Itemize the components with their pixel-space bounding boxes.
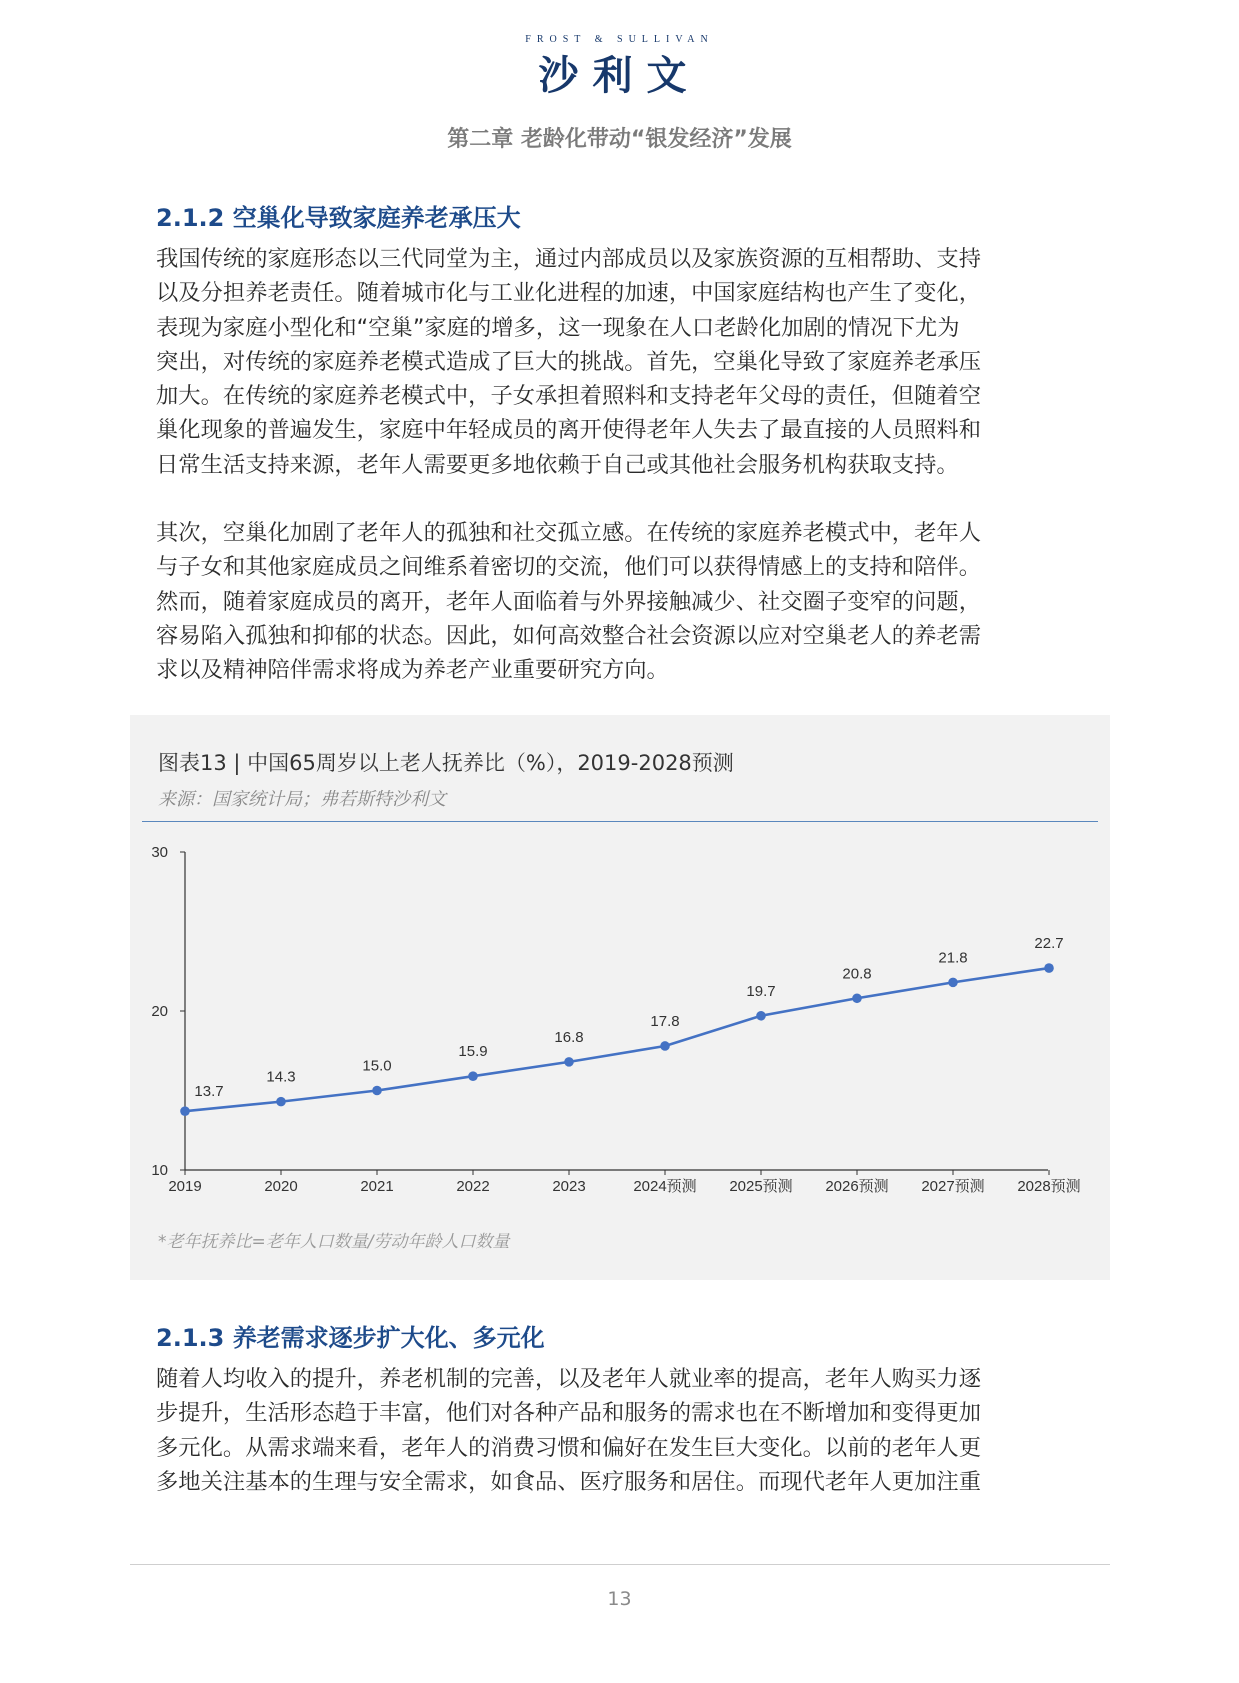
logo-english: FROST & SULLIVAN [525, 34, 714, 45]
data-point [564, 1057, 574, 1067]
x-tick-label: 2022 [456, 1178, 490, 1195]
data-label: 16.8 [554, 1028, 584, 1046]
figure-source: 来源：国家统计局；弗若斯特沙利文 [158, 789, 446, 810]
text-line: 步提升，生活形态趋于丰富，他们对各种产品和服务的需求也在不断增加和变得更加 [156, 1400, 981, 1427]
paragraph-3 [156, 1362, 1086, 1499]
y-tick-label: 30 [151, 844, 168, 861]
x-tick-label: 2020 [264, 1178, 298, 1195]
series-line [185, 968, 1049, 1111]
data-point [1044, 963, 1054, 973]
data-label: 15.9 [458, 1043, 488, 1061]
data-point [756, 1011, 766, 1021]
x-tick-label: 2026预测 [825, 1178, 889, 1195]
data-label: 13.7 [194, 1083, 224, 1101]
section-heading-2-1-3: 2.1.3 养老需求逐步扩大化、多元化 [156, 1324, 545, 1352]
text-line: 求以及精神陪伴需求将成为养老产业重要研究方向。 [156, 657, 669, 684]
figure-panel [130, 715, 1110, 1280]
data-point [276, 1097, 286, 1107]
data-label: 17.8 [650, 1012, 680, 1030]
page-number: 13 [607, 1588, 632, 1610]
figure-note: *老年抚养比=老年人口数量/劳动年龄人口数量 [158, 1232, 510, 1252]
text-line: 巢化现象的普遍发生，家庭中年轻成员的离开使得老年人失去了最直接的人员照料和 [156, 417, 981, 444]
text-line: 表现为家庭小型化和“空巢”家庭的增多，这一现象在人口老龄化加剧的情况下尤为 [156, 314, 960, 341]
text-line: 其次，空巢化加剧了老年人的孤独和社交孤立感。在传统的家庭养老模式中，老年人 [156, 520, 981, 546]
text-line: 与子女和其他家庭成员之间维系着密切的交流，他们可以获得情感上的支持和陪伴。 [156, 554, 981, 581]
text-line: 日常生活支持来源，老年人需要更多地依赖于自己或其他社会服务机构获取支持。 [156, 451, 959, 478]
text-line: 多地关注基本的生理与安全需求，如食品、医疗服务和居住。而现代老年人更加注重 [156, 1468, 981, 1495]
data-point [660, 1041, 670, 1051]
text-line: 然而，随着家庭成员的离开，老年人面临着与外界接触减少、社交圈子变窄的问题， [156, 588, 981, 615]
data-point [468, 1071, 478, 1081]
section-heading-2-1-2: 2.1.2 空巢化导致家庭养老承压大 [156, 204, 521, 232]
text-line: 多元化。从需求端来看，老年人的消费习惯和偏好在发生巨大变化。以前的老年人更 [156, 1434, 981, 1461]
text-line: 以及分担养老责任。随着城市化与工业化进程的加速，中国家庭结构也产生了变化， [156, 280, 981, 307]
text-line: 加大。在传统的家庭养老模式中，子女承担着照料和支持老年父母的责任，但随着空 [156, 383, 981, 410]
text-line: 我国传统的家庭形态以三代同堂为主，通过内部成员以及家族资源的互相帮助、支持 [156, 246, 981, 272]
x-tick-label: 2019 [168, 1178, 202, 1195]
line-chart [130, 715, 1110, 1280]
data-label: 15.0 [362, 1057, 392, 1075]
data-point [372, 1086, 382, 1096]
x-tick-label: 2028预测 [1017, 1178, 1081, 1195]
x-tick-label: 2027预测 [921, 1178, 985, 1195]
y-tick-label: 10 [151, 1162, 168, 1179]
data-label: 20.8 [842, 965, 872, 983]
x-tick-label: 2021 [360, 1178, 394, 1195]
data-point [948, 978, 958, 988]
x-tick-label: 2025预测 [729, 1178, 793, 1195]
data-label: 21.8 [938, 949, 968, 967]
text-line: 容易陷入孤独和抑郁的状态。因此，如何高效整合社会资源以应对空巢老人的养老需 [156, 622, 981, 649]
x-tick-label: 2023 [552, 1178, 586, 1195]
footer-divider [130, 1564, 1110, 1565]
data-point [180, 1106, 190, 1116]
data-point [852, 993, 862, 1003]
y-tick-label: 20 [151, 1003, 168, 1020]
data-label: 14.3 [266, 1068, 296, 1086]
data-label: 22.7 [1034, 935, 1064, 953]
x-tick-label: 2024预测 [633, 1178, 697, 1195]
data-label: 19.7 [746, 982, 776, 1000]
text-line: 突出，对传统的家庭养老模式造成了巨大的挑战。首先，空巢化导致了家庭养老承压 [156, 348, 981, 375]
chapter-title: 第二章 老龄化带动“银发经济”发展 [447, 127, 792, 152]
paragraph-1 [156, 242, 1086, 482]
figure-title: 图表13 | 中国65周岁以上老人抚养比（%），2019-2028预测 [158, 751, 734, 775]
text-line: 随着人均收入的提升，养老机制的完善，以及老年人就业率的提高，老年人购买力逐 [156, 1366, 981, 1392]
paragraph-2 [156, 516, 1086, 687]
logo-chinese: 沙利文 [538, 53, 701, 99]
